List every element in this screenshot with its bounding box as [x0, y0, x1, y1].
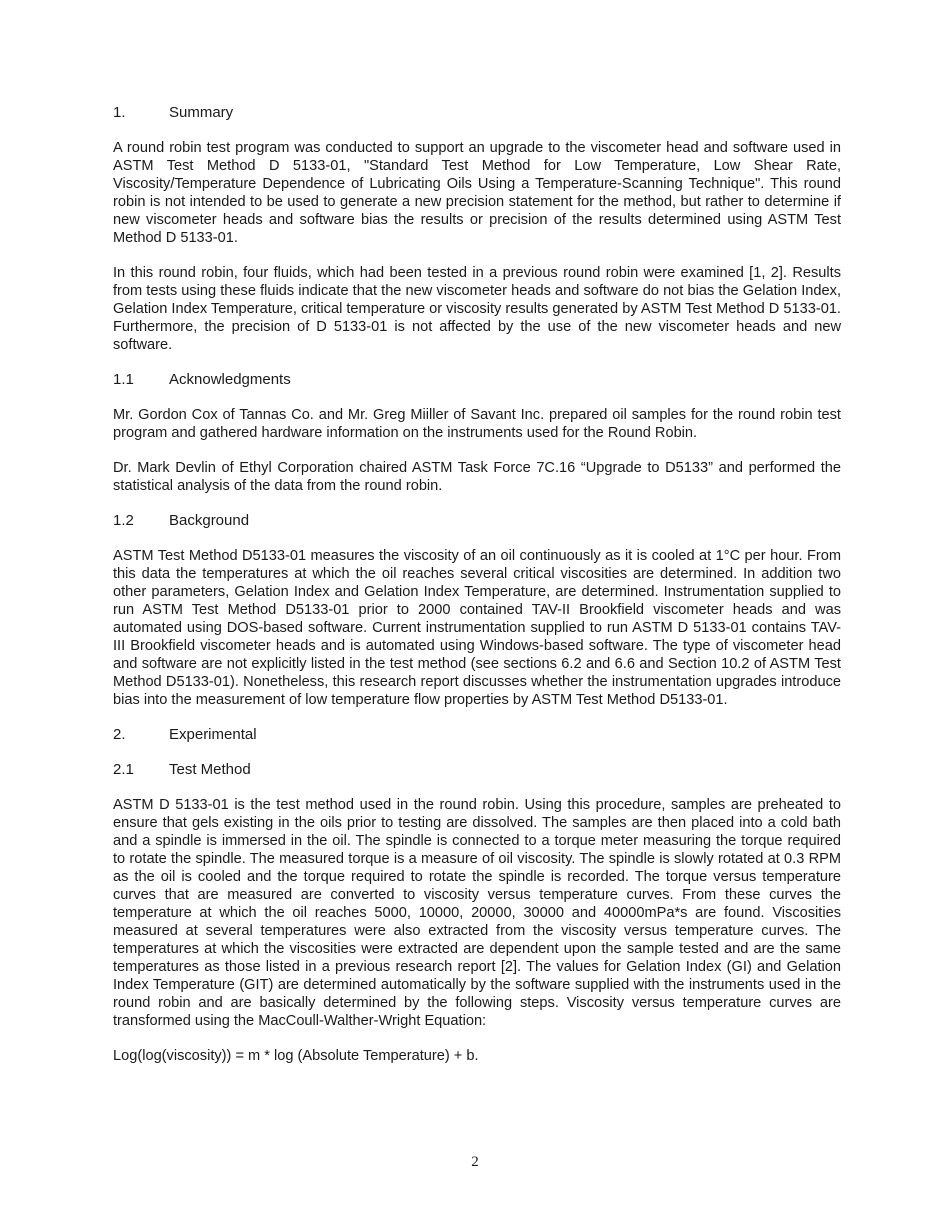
equation: Log(log(viscosity)) = m * log (Absolute Temperature) + b. — [113, 1048, 479, 1064]
section-title: Experimental — [169, 726, 257, 743]
section-title: Background — [169, 512, 250, 529]
section-heading-background — [113, 512, 841, 530]
acknowledgments-paragraph-2: Dr. Mark Devlin of Ethyl Corporation chaired ASTM Task Force 7C.16 “Upgrade to D5133” and performed the statistical analysis of the data from the round robin. — [113, 460, 841, 494]
section-heading-acknowledgments — [113, 371, 841, 389]
section-number: 1. — [113, 104, 126, 121]
acknowledgments-paragraph-1: Mr. Gordon Cox of Tannas Co. and Mr. Greg Miiller of Savant Inc. prepared oil samples for the round robin test program and gathered hardware information on the instruments used for the Round Robin. — [113, 407, 841, 441]
section-title: Test Method — [169, 761, 251, 778]
section-heading-test-method — [113, 761, 841, 779]
section-heading-summary — [113, 104, 841, 122]
summary-paragraph-2: In this round robin, four fluids, which had been tested in a previous round robin were examined [1, 2]. Results from tests using these fluids indicate that the new viscometer heads and software do not bias the Gelation Index, Gelation Index Temperature, critical temperature or viscosity results generated by ASTM Test Method D 5133-01. Furthermore, the precision of D 5133-01 is not affected by the use of the new viscometer heads and new software. — [113, 265, 841, 353]
section-title: Acknowledgments — [169, 371, 291, 388]
section-title: Summary — [169, 104, 234, 121]
summary-paragraph-1: A round robin test program was conducted to support an upgrade to the viscometer head and software used in ASTM Test Method D 5133-01, "Standard Test Method for Low Temperature, Low Shear Rate, Viscosity/Temperature Dependence of Lubricating Oils Using a Temperature-Scanning Technique". This round robin is not intended to be used to generate a new precision statement for the method, but rather to determine if new viscometer heads and software bias the results or precision of the results determined using ASTM Test Method D 5133-01. — [113, 140, 841, 246]
test-method-paragraph: ASTM D 5133-01 is the test method used in the round robin. Using this procedure, samples are preheated to ensure that gels existing in the oils prior to testing are dissolved. The samples are then placed into a cold bath and a spindle is immersed in the oil. The spindle is connected to a torque meter measuring the torque required to rotate the spindle. The measured torque is a measure of oil viscosity. The spindle is slowly rotated at 0.3 RPM as the oil is cooled and the torque required to rotate the spindle is recorded. The torque versus temperature curves that are measured are converted to viscosity versus temperature curves. From these curves the temperature at which the oil reaches 5000, 10000, 20000, 30000 and 40000mPa*s are found. Viscosities measured at several temperatures were also extracted from the viscosity versus temperature curves. The temperatures at which the viscosities were extracted are dependent upon the sample tested and are the same temperatures as those listed in a previous research report [2]. The values for Gelation Index (GI) and Gelation Index Temperature (GIT) are determined automatically by the software supplied with the instruments used in the round robin and are basically determined by the following steps. Viscosity versus temperature curves are transformed using the MacCoull-Walther-Wright Equation: — [113, 797, 841, 1029]
section-number: 2. — [113, 726, 126, 743]
background-paragraph: ASTM Test Method D5133-01 measures the viscosity of an oil continuously as it is cooled at 1°C per hour. From this data the temperatures at which the oil reaches several critical viscosities are determined. In addition two other parameters, Gelation Index and Gelation Index Temperature, are determined. Instrumentation supplied to run ASTM Test Method D5133-01 prior to 2000 contained TAV-II Brookfield viscometer heads and was automated using DOS-based software. Current instrumentation supplied to run ASTM D 5133-01 contains TAV-III Brookfield viscometer heads and is automated using Windows-based software. The type of viscometer head and software are not explicitly listed in the test method (see sections 6.2 and 6.6 and Section 10.2 of ASTM Test Method D5133-01). Nonetheless, this research report discusses whether the instrumentation upgrades introduce bias into the measurement of low temperature flow properties by ASTM Test Method D5133-01. — [113, 548, 841, 708]
document-body — [113, 104, 841, 1065]
section-number: 2.1 — [113, 761, 134, 778]
section-heading-experimental — [113, 726, 841, 744]
section-number: 1.2 — [113, 512, 134, 529]
section-number: 1.1 — [113, 371, 134, 388]
page-number: 2 — [471, 1154, 479, 1170]
